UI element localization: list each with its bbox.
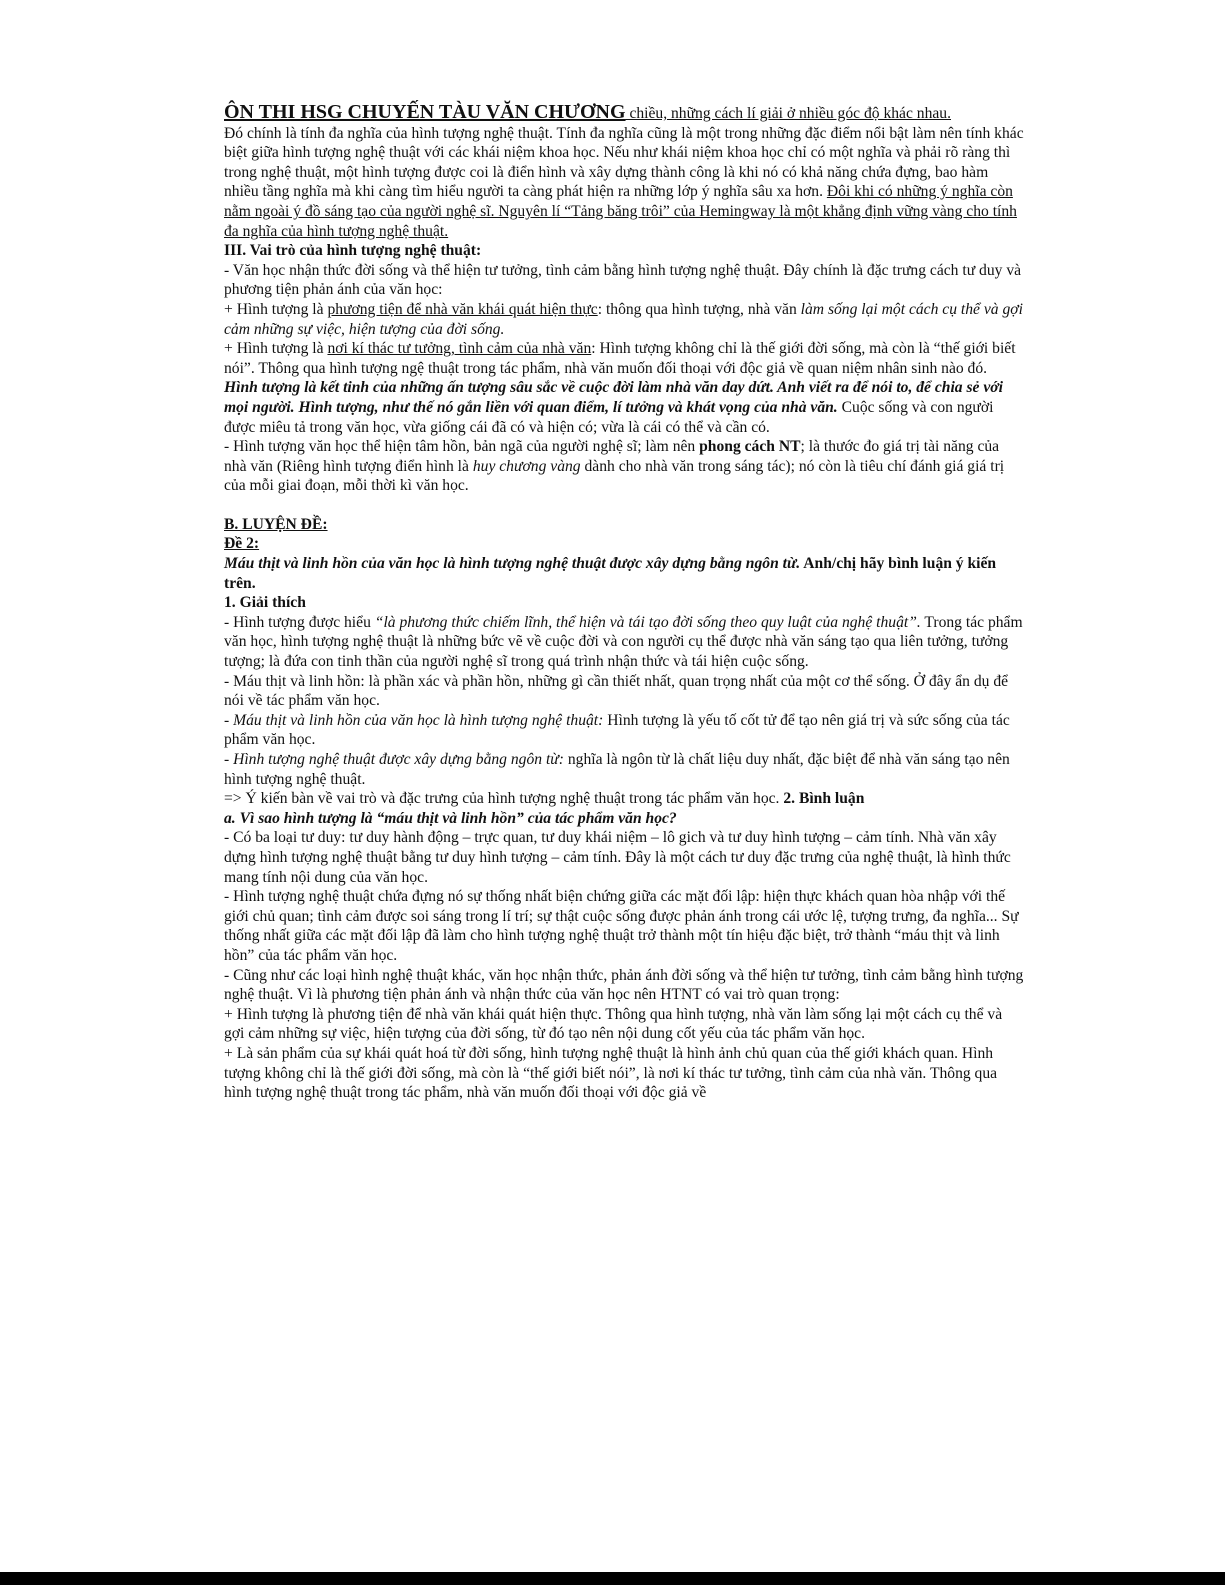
text-run: Cuộc sống và con người được miêu tả trong văn học, vừa giống cái đã có và hiện có; vừa là cái có thể và cần có. — [224, 398, 994, 436]
header-line — [224, 103, 1024, 124]
paragraph: - Văn học nhận thức đời sống và thể hiện tư tưởng, tình cảm bằng hình tượng nghệ thuật. Đây chính là đặc trưng cách tư duy và phương tiện phản ánh của văn học: — [224, 261, 1022, 299]
text-run: => Ý kiến bàn về vai trò và đặc trưng của hình tượng nghệ thuật trong tác phẩm văn học. — [224, 790, 784, 808]
paragraph — [224, 437, 1024, 496]
text-run-bold: Anh/chị hãy bình luận ý kiến trên. — [224, 555, 997, 592]
intro-paragraph — [224, 124, 1024, 242]
text-run: nghĩa là ngôn từ là chất liệu duy nhất, đặc biệt để nhà văn sáng tạo nên hình tượng nghệ thuật. — [224, 751, 1010, 788]
text-run-bold: 2. Bình luận — [783, 790, 865, 808]
paragraph: - Cũng như các loại hình nghệ thuật khác, văn học nhận thức, phản ánh đời sống và thể hiện tư tưởng, tình cảm bằng hình tượng nghệ thuật. Vì là phương tiện phản ánh và nhận thức của văn học nên HTNT có vai trò quan trọng: — [224, 966, 1024, 1004]
paragraph — [224, 789, 1024, 809]
text-run: - Hình tượng được hiểu — [224, 613, 375, 631]
text-run-underlined: phương tiện để nhà văn khái quát hiện thực — [327, 300, 598, 318]
text-run-italic: “là phương thức chiếm lĩnh, thể hiện và tái tạo đời sống theo quy luật của nghệ thuật”. — [374, 613, 921, 631]
paragraph — [224, 339, 1024, 437]
text-run: + Hình tượng là — [224, 300, 328, 318]
intro-text: Đó chính là tính đa nghĩa của hình tượng nghệ thuật. Tính đa nghĩa cũng là một trong những đặc điểm nổi bật làm nên tính khác biệt giữa hình tượng nghệ thuật với các khái niệm khoa học. Nếu như khái niệm khoa học chỉ có một nghĩa và phải rõ ràng thì trong nghệ thuật, một hình tượng được coi là điển hình và xây dựng thành công là khi nó có khả năng chứa đựng, bao hàm nhiều tầng nghĩa mà khi càng tìm hiểu người ta càng phát hiện ra những lớp ý nghĩa sâu xa hơn. — [224, 124, 1024, 201]
paragraph: - Hình tượng nghệ thuật chứa đựng nó sự thống nhất biện chứng giữa các mặt đối lập: hiện thực khách quan hòa nhập với thế giới chủ quan; tình cảm được soi sáng trong lí trí; sự thật cuộc sống được phản ánh trong cái ước lệ, tượng trưng, đa nghĩa... Sự thống nhất giữa các mặt đối lập đã làm cho hình tượng nghệ thuật trở thành một tín hiệu đặc biệt, trở thành “máu thịt và linh hồn” của tác phẩm văn học. — [224, 888, 1019, 964]
text-run: ; là thước đo giá trị tài năng của nhà văn (Riêng hình tượng điển hình là — [224, 438, 1000, 475]
paragraph — [224, 750, 1024, 789]
paragraph — [224, 300, 1024, 339]
paragraph: - Có ba loại tư duy: tư duy hành động – trực quan, tư duy khái niệm – lô gich và tư duy hình tượng – cảm tính. Nhà văn xây dựng hình tượng nghệ thuật bằng tư duy hình tượng – cảm tính. Đây là một cách tư duy đặc trưng của nghệ thuật, là hình thức mang tính nội dung của văn học. — [224, 829, 1011, 886]
text-run: Trong tác phẩm văn học, hình tượng nghệ thuật là những bức vẽ về cuộc đời và con người cụ thể được nhà văn sáng tạo qua liên tưởng, tưởng tượng; là đứa con tinh thần của người nghệ sĩ trong quá trình nhận thức và tái hiện cuộc sống. — [224, 613, 1023, 671]
text-run: dành cho nhà văn trong sáng tác); nó còn là tiêu chí đánh giá giá trị của mỗi giai đoạn, mỗi thời kì văn học. — [224, 457, 1005, 495]
paragraph: + Là sản phẩm của sự khái quát hoá từ đời sống, hình tượng nghệ thuật là hình ảnh chủ quan của thế giới khách quan. Hình tượng không chỉ là thế giới đời sống, mà còn là “thế giới biết nói”, là nơi kí thác tư tưởng, tình cảm của nhà văn. Thông qua hình tượng nghệ thuật trong tác phẩm, nhà văn muốn đối thoại với độc giả về — [224, 1044, 998, 1102]
paragraph: + Hình tượng là phương tiện để nhà văn khái quát hiện thực. Thông qua hình tượng, nhà văn làm sống lại một cách cụ thể và gợi cảm những sự việc, hiện tượng của đời sống, từ đó tạo nên nội dung cốt yếu của tác phẩm văn học. — [224, 1005, 1003, 1043]
text-run-bold: phong cách NT — [699, 438, 801, 456]
text-run-italic: - Hình tượng nghệ thuật được xây dựng bằng ngôn từ: — [224, 751, 564, 768]
spacer — [224, 496, 1024, 515]
text-run: : Hình tượng không chỉ là thế giới đời sống, mà còn là “thế giới biết nói”. Thông qua hình tượng ngệ thuật trong tác phẩm, nhà văn muốn đối thoại với độc giả về quan niệm nhân sinh nào đó. — [224, 340, 1016, 377]
text-run-italic: làm sống lại một cách cụ thể và gợi cảm những sự việc, hiện tượng của đời sống. — [224, 300, 1023, 338]
text-run-italic: - Máu thịt và linh hồn của văn học là hình tượng nghệ thuật: — [224, 711, 604, 729]
paragraph — [224, 711, 1024, 750]
text-run-bold-italic: Hình tượng là kết tinh của những ấn tượng sâu sắc về cuộc đời làm nhà văn day dứt. Anh viết ra để nói to, để chia sẻ với mọi người. Hình tượng, như thế nó gắn liền với quan điểm, lí tưởng và khát vọng của nhà văn. — [224, 379, 1003, 416]
page-bottom-border — [0, 1572, 1225, 1585]
document-page — [224, 103, 1024, 1103]
text-run: - Hình tượng văn học thể hiện tâm hồn, bản ngã của người nghệ sĩ; làm nên — [224, 438, 700, 456]
intro-underlined: Đôi khi có những ý nghĩa còn nằm ngoài ý đồ sáng tạo của người nghệ sĩ. Nguyên lí “Tảng băng trôi” của Hemingway là một khẳng định vững vàng cho tính đa nghĩa của hình tượng nghệ thuật. — [224, 183, 1017, 240]
text-run-bold-italic: Máu thịt và linh hồn của văn học là hình tượng nghệ thuật được xây dựng bằng ngôn từ. — [224, 555, 801, 573]
section-heading: B. LUYỆN ĐỀ: — [224, 515, 328, 533]
paragraph — [224, 613, 1024, 672]
text-run: : thông qua hình tượng, nhà văn — [597, 300, 801, 318]
section-heading: III. Vai trò của hình tượng nghệ thuật: — [224, 242, 482, 260]
exercise-label: Đề 2: — [224, 535, 260, 553]
title-continuation: chiều, những cách lí giải ở nhiều góc độ khác nhau. — [625, 105, 951, 122]
text-run-italic: huy chương vàng — [472, 457, 581, 475]
paragraph: - Máu thịt và linh hồn: là phần xác và phần hồn, những gì cần thiết nhất, quan trọng nhất của một cơ thể sống. Ở đây ẩn dụ để nói về tác phẩm văn học. — [224, 672, 1009, 710]
text-run-underlined: nơi kí thác tư tưởng, tình cảm của nhà văn — [327, 340, 592, 358]
text-run: + Hình tượng là — [224, 340, 328, 358]
subheading: 1. Giải thích — [224, 594, 306, 612]
exercise-prompt — [224, 554, 1024, 593]
subheading: a. Vì sao hình tượng là “máu thịt và linh hồn” của tác phẩm văn học? — [224, 809, 677, 827]
text-run: Hình tượng là yếu tố cốt tử để tạo nên giá trị và sức sống của tác phẩm văn học. — [224, 711, 1010, 749]
document-title: ÔN THI HSG CHUYẾN TÀU VĂN CHƯƠNG — [224, 101, 626, 123]
